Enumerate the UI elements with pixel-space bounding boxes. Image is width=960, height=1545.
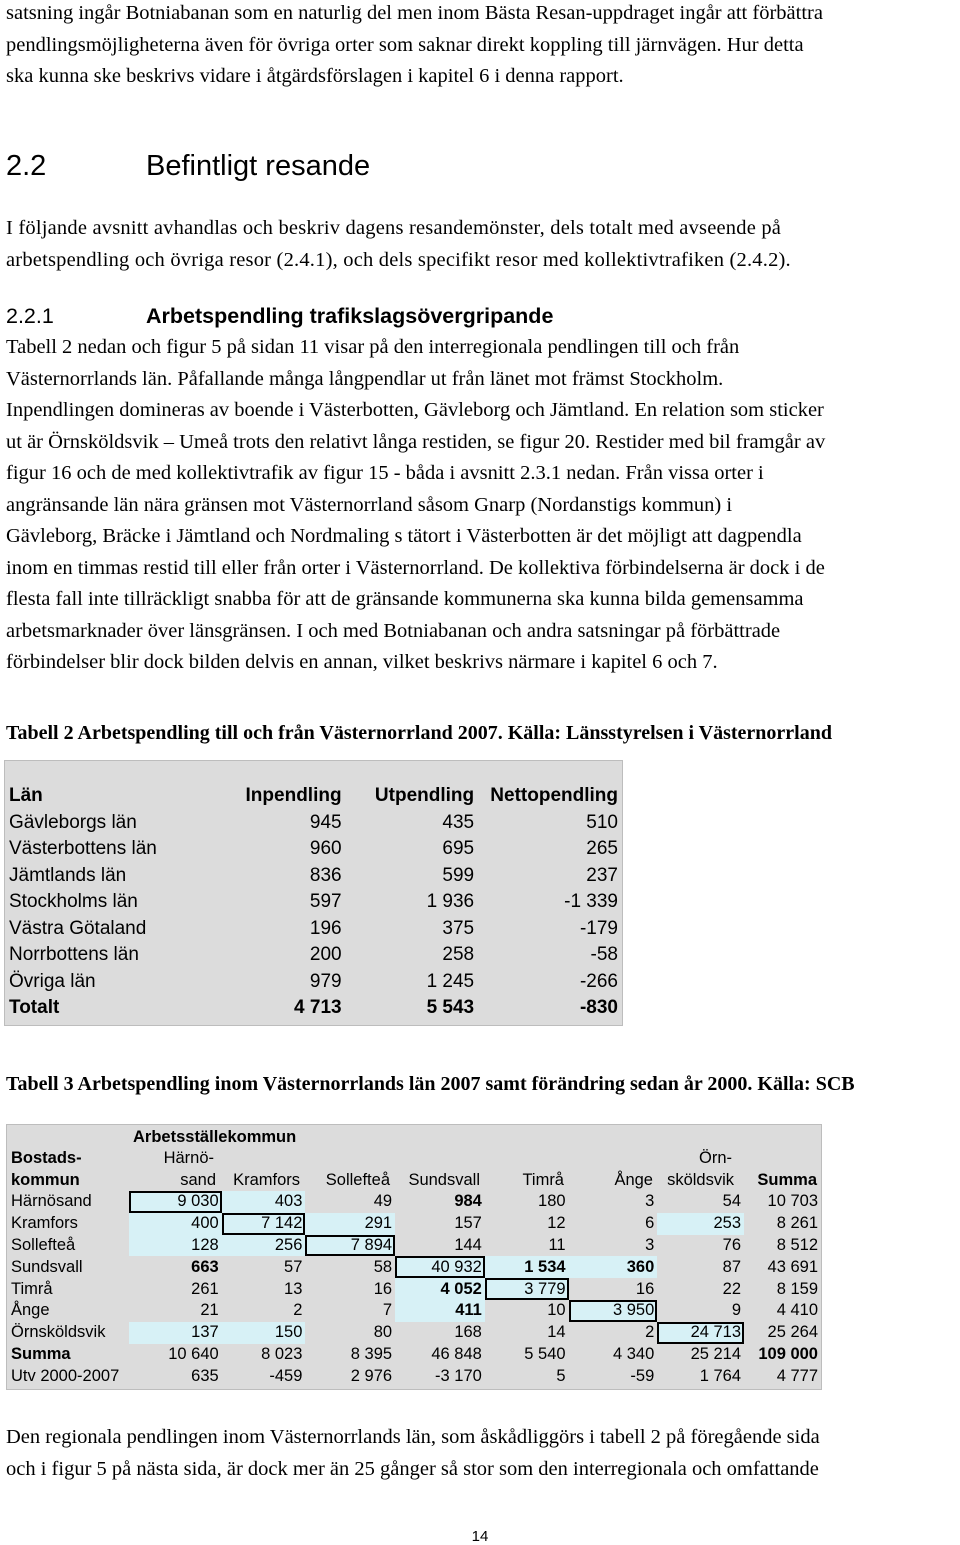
table-cell: 984 [454, 1192, 482, 1211]
table-cell: 150 [222, 1322, 306, 1344]
table-cell: 8 023 [261, 1344, 303, 1363]
table-cell: -179 [579, 917, 618, 939]
row-header: Bostads- [11, 1149, 82, 1167]
table-row [5, 942, 622, 969]
table-cell: 945 [309, 811, 342, 833]
workplace-label: Arbetsställekommun [133, 1128, 297, 1146]
table-cell: 58 [373, 1257, 393, 1276]
text-line: förbindelser blir dock bilden delvis en annan, vilket beskrivs närmare i kapitel 6 och 7. [6, 651, 718, 673]
column-header: Örn- [699, 1149, 732, 1167]
table-cell: -58 [590, 944, 618, 966]
table-cell: 3 [645, 1235, 655, 1254]
subsection-title: Arbetspendling trafikslagsövergripande [146, 304, 554, 328]
table-row [7, 1300, 821, 1322]
table-cell: -266 [579, 970, 618, 992]
table-cell: 663 [191, 1257, 219, 1276]
table-cell: 5 [556, 1366, 566, 1385]
table-cell: 54 [722, 1192, 742, 1211]
table-cell: 16 [635, 1279, 655, 1298]
text-line: Inpendlingen domineras av boende i Västerbotten, Gävleborg och Jämtland. En relation som sticker [6, 399, 824, 421]
column-header: Inpendling [245, 785, 342, 807]
page-number: 14 [471, 1528, 489, 1545]
table-cell: 411 [395, 1300, 485, 1322]
text-line: satsning ingår Botniabanan som en naturlig del men inom Bästa Resan-uppdraget ingår att förbättra [6, 2, 823, 24]
table-cell: 836 [309, 864, 342, 886]
table-cell: 1 534 [485, 1256, 569, 1278]
table-row [5, 810, 622, 837]
table-cell: 9 [731, 1301, 742, 1320]
table-cell: 109 000 [758, 1344, 818, 1363]
text-line: Tabell 2 nedan och figur 5 på sidan 11 visar på den interregionala pendlingen till och från [6, 336, 740, 358]
table-row [5, 969, 622, 996]
table-cell: 1 245 [426, 970, 475, 992]
table-cell: 4 052 [395, 1278, 485, 1300]
table-cell: 24 713 [657, 1322, 744, 1344]
subsection-number: 2.2.1 [6, 304, 54, 328]
text-line: arbetsmarknader över länsgränsen. I och med Botniabanan och andra satsningar på förbättrade [6, 619, 781, 642]
table-cell: Stockholms län [9, 891, 138, 913]
body-paragraph [6, 332, 956, 679]
table-row [5, 889, 622, 916]
table-cell: 5 540 [524, 1344, 566, 1363]
text-line: I följande avsnitt avhandlas och beskriv dagens resandemönster, dels totalt med avseende på [6, 217, 782, 239]
table-cell: 1 764 [699, 1366, 742, 1385]
table-cell: 2 [645, 1323, 655, 1342]
table2 [4, 760, 623, 1026]
table2-caption: Tabell 2 Arbetspendling till och från Västernorrland 2007. Källa: Länsstyrelsen i Västernorrland [6, 722, 832, 744]
table-cell: -1 339 [564, 891, 618, 913]
table-cell: 40 932 [395, 1256, 485, 1278]
table-row [7, 1213, 821, 1235]
row-header: kommun [11, 1171, 80, 1189]
table-cell: 43 691 [767, 1257, 818, 1276]
column-header: Nettopendling [490, 785, 618, 807]
table-cell: -459 [269, 1366, 303, 1385]
table-cell: 291 [305, 1213, 395, 1235]
column-header: Sollefteå [325, 1171, 390, 1189]
table-cell: 256 [222, 1235, 306, 1257]
table-cell: Norrbottens län [9, 944, 139, 966]
table-cell: 400 [129, 1213, 222, 1235]
table-cell: 253 [657, 1213, 744, 1235]
table3-caption: Tabell 3 Arbetspendling inom Västernorrlands län 2007 samt förändring sedan år 2000. Källa: SCB [6, 1073, 855, 1095]
table-cell: 261 [191, 1279, 219, 1298]
table-cell: Västerbottens län [9, 838, 157, 860]
table-cell: 3 779 [485, 1278, 569, 1300]
table-cell: 21 [200, 1301, 219, 1320]
table-row [7, 1365, 821, 1387]
table-cell: 10 640 [168, 1344, 219, 1363]
table-cell: 87 [722, 1257, 742, 1276]
table-cell: 13 [284, 1279, 303, 1298]
column-header: sköldsvik [667, 1171, 734, 1189]
column-header: Sundsvall [408, 1171, 480, 1189]
table-cell: 14 [547, 1323, 566, 1342]
row-label: Timrå [11, 1279, 53, 1298]
table-cell: 4 777 [776, 1366, 818, 1385]
table-cell: 180 [538, 1192, 566, 1211]
subsection-heading [6, 304, 553, 329]
table-cell: 7 142 [222, 1213, 306, 1235]
column-header: sand [180, 1171, 216, 1189]
table-cell: 237 [586, 864, 618, 886]
closing-paragraph [6, 1422, 956, 1485]
table-cell: 435 [442, 811, 475, 833]
table-cell: Övriga län [9, 970, 96, 992]
table-cell: 375 [442, 917, 475, 939]
table-cell: Totalt [9, 997, 60, 1019]
table-cell: 144 [454, 1235, 482, 1254]
table-sum-row [7, 1344, 821, 1366]
table-cell: Västra Götaland [9, 917, 147, 939]
table-cell: 5 543 [426, 997, 475, 1019]
table-cell: 8 159 [776, 1279, 818, 1298]
table-row [7, 1322, 821, 1344]
table-cell: 25 214 [690, 1344, 742, 1363]
intro-paragraph [6, 0, 956, 93]
table-cell: 695 [442, 838, 475, 860]
column-header: Härnö- [163, 1149, 214, 1167]
text-line: angränsande län nära gränsen mot Västernorrland såsom Gnarp (Nordanstigs kommun) i [6, 493, 733, 516]
table-row [7, 1256, 821, 1278]
table-cell: 6 [645, 1214, 655, 1233]
table-cell: 25 264 [767, 1323, 818, 1342]
text-line: figur 16 och de med kollektivtrafik av figur 15 - båda i avsnitt 2.3.1 nedan. Från vissa orter i [6, 462, 764, 484]
text-line: och i figur 5 på nästa sida, är dock mer än 25 gånger så stor som den interregionala och omfattande [6, 1457, 819, 1480]
table-cell: Jämtlands län [9, 864, 127, 886]
table-row [5, 836, 622, 863]
table-cell: 8 261 [776, 1214, 818, 1233]
table-cell: 137 [129, 1322, 222, 1344]
table-cell: 4 410 [776, 1301, 818, 1320]
table-cell: -3 170 [435, 1366, 482, 1385]
table-cell: 8 395 [350, 1344, 393, 1363]
column-header: Summa [757, 1171, 817, 1189]
table-cell: 128 [129, 1235, 222, 1257]
table-row [5, 863, 622, 890]
text-line: Den regionala pendlingen inom Västernorrlands län, som åskådliggörs i tabell 2 på föregående sida [6, 1426, 820, 1448]
table-cell: 168 [454, 1323, 482, 1342]
table-cell: 49 [373, 1192, 393, 1211]
table-cell: 196 [309, 917, 342, 939]
table-cell: 7 [382, 1301, 393, 1320]
table-cell: 360 [569, 1256, 658, 1278]
table-row [7, 1191, 821, 1213]
row-label: Kramfors [11, 1214, 78, 1233]
row-label: Summa [11, 1344, 71, 1363]
row-label: Sollefteå [11, 1235, 76, 1254]
text-line: flesta fall inte tillräckligt snabba för att de gränsande kommunerna ska kunna bilda gemensamma [6, 588, 804, 610]
table-row [7, 1235, 821, 1257]
section-paragraph [6, 213, 956, 276]
table-row [7, 1278, 821, 1300]
table-cell: 16 [373, 1279, 393, 1298]
text-line: inom en timmas restid till eller från orter i Västernorrland. De kollektiva förbindelserna är dock i de [6, 556, 825, 579]
row-label: Sundsvall [11, 1257, 83, 1276]
table-cell: 57 [284, 1257, 303, 1276]
text-line: pendlingsmöjligheterna även för övriga orter som saknar direkt koppling till järnvägen. Hur detta [6, 33, 804, 56]
table-cell: 80 [373, 1323, 393, 1342]
table-cell: 960 [309, 838, 342, 860]
table3 [6, 1124, 822, 1390]
text-line: arbetspendling och övriga resor (2.4.1), och dels specifikt resor med kollektivtrafiken (2.4.2). [6, 248, 791, 271]
table-cell: 8 512 [776, 1235, 818, 1254]
section-number: 2.2 [6, 150, 47, 182]
table-cell: 635 [191, 1366, 219, 1385]
column-header: Timrå [522, 1171, 564, 1189]
text-line: Gävleborg, Bräcke i Jämtland och Nordmaling s tätort i Västerbotten är det möjligt att dagpendla [6, 525, 802, 547]
table-cell: 4 340 [612, 1344, 655, 1363]
table-cell: 11 [548, 1235, 566, 1254]
table-cell: 2 [293, 1301, 303, 1320]
table-cell: 9 030 [129, 1191, 222, 1213]
table-cell: -830 [579, 997, 618, 1019]
table-cell: -59 [630, 1366, 655, 1385]
table-cell: 12 [547, 1214, 566, 1233]
table-header-row [5, 783, 622, 810]
table-cell: 157 [454, 1214, 482, 1233]
table-cell: 599 [442, 864, 475, 886]
table-cell: 597 [309, 891, 342, 913]
table-row [5, 916, 622, 943]
row-label: Utv 2000-2007 [11, 1366, 120, 1385]
row-label: Härnösand [11, 1192, 92, 1211]
row-label: Ånge [11, 1301, 50, 1320]
column-header: Utpendling [374, 785, 475, 807]
table-cell: 258 [442, 944, 475, 966]
column-header: Kramfors [233, 1171, 300, 1189]
table-cell: 3 [645, 1192, 655, 1211]
section-heading [6, 150, 370, 183]
table-cell: 4 713 [294, 997, 342, 1019]
table-cell: Gävleborgs län [9, 811, 137, 833]
row-label: Örnsköldsvik [11, 1323, 106, 1342]
text-line: Västernorrlands län. Påfallande många långpendlar ut från länet mot främst Stockholm. [6, 367, 724, 390]
table-cell: 265 [586, 838, 618, 860]
table-cell: 979 [309, 970, 342, 992]
table-cell: 1 936 [426, 891, 475, 913]
table-cell: 200 [309, 944, 342, 966]
text-line: ska kunna ske beskrivs vidare i åtgärdsförslagen i kapitel 6 i denna rapport. [6, 65, 624, 87]
table-cell: 46 848 [431, 1344, 482, 1363]
table-cell: 22 [722, 1279, 742, 1298]
text-line: ut är Örnsköldsvik – Umeå trots den relativt långa restiden, se figur 20. Restider med bil framgår av [6, 430, 826, 453]
table-cell: 2 976 [350, 1366, 393, 1385]
table-cell: 510 [586, 811, 618, 833]
table-cell: 10 703 [767, 1192, 818, 1211]
column-header: Ånge [614, 1171, 653, 1189]
table-cell: 76 [722, 1235, 742, 1254]
table-cell: 7 894 [305, 1235, 395, 1257]
column-header: Län [9, 785, 43, 807]
table-cell: 3 950 [569, 1300, 658, 1322]
table-cell: 403 [222, 1191, 306, 1213]
table-cell: 10 [547, 1301, 566, 1320]
section-title: Befintligt resande [146, 150, 371, 182]
table-total-row [5, 995, 622, 1022]
